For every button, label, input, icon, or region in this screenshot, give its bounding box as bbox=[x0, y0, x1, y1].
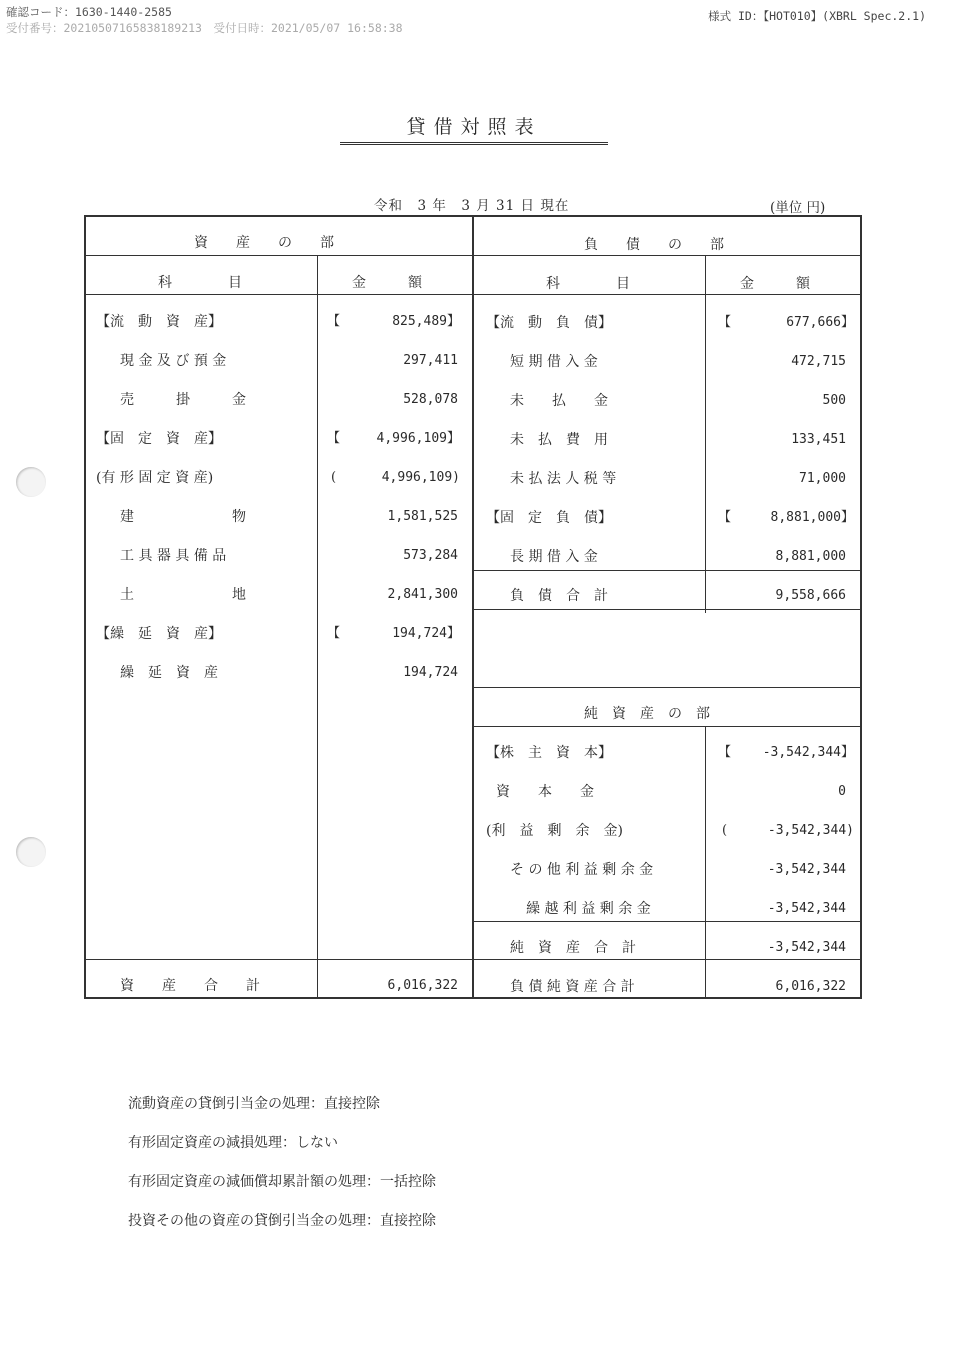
liability-amount: 500 bbox=[822, 393, 846, 408]
asset-label: 土 地 bbox=[120, 587, 246, 603]
note: 投資その他の資産の貸倒引当金の処理：直接控除 bbox=[128, 1213, 436, 1229]
asset-label: 建 物 bbox=[120, 509, 246, 525]
asset-bracket-open: 【 bbox=[327, 626, 341, 641]
assets-item-header: 科 目 bbox=[158, 275, 242, 291]
liability-amount: 472,715 bbox=[791, 354, 846, 369]
grand-total-label: 負 債 純 資 産 合 計 bbox=[510, 979, 635, 995]
note: 有形固定資産の減価償却累計額の処理：一括控除 bbox=[128, 1174, 436, 1190]
liability-bracket-open: 【 bbox=[718, 315, 732, 330]
liability-amount: 8,881,000】 bbox=[770, 510, 854, 525]
net-asset-amount: -3,542,344】 bbox=[762, 745, 854, 760]
accounting-notes bbox=[128, 1093, 436, 1249]
asset-bracket-open: 【 bbox=[327, 431, 341, 446]
net-asset-amount: -3,542,344 bbox=[767, 862, 846, 877]
asset-label: 【固 定 資 産】 bbox=[96, 431, 222, 447]
confirm-code: 確認コード：1630-1440-2585 bbox=[6, 5, 172, 19]
net-assets-total-amount: -3,542,344 bbox=[767, 940, 846, 955]
asset-amount: 825,489】 bbox=[392, 314, 460, 329]
asset-label: 現 金 及 び 預 金 bbox=[120, 353, 227, 369]
asset-amount: 4,996,109】 bbox=[376, 431, 460, 446]
liability-label: 【固 定 負 債】 bbox=[486, 510, 612, 526]
punch-hole bbox=[16, 837, 46, 867]
liability-label: 【流 動 負 債】 bbox=[486, 315, 612, 331]
net-asset-amount: 0 bbox=[838, 784, 846, 799]
liabilities-total-label: 負 債 合 計 bbox=[510, 588, 608, 604]
date-line: 令和 3 年 3 月 31 日 現在 bbox=[374, 198, 570, 214]
asset-bracket-open: ( bbox=[331, 470, 337, 485]
liability-bracket-open: 【 bbox=[718, 510, 732, 525]
grand-total-amount: 6,016,322 bbox=[775, 979, 846, 994]
receipt-info: 受付番号：20210507165838189213 受付日時：2021/05/07 16:58:38 bbox=[6, 21, 403, 35]
liability-label: 長 期 借 入 金 bbox=[510, 549, 598, 565]
net-asset-bracket-open: ( bbox=[722, 823, 728, 838]
asset-amount: 2,841,300 bbox=[387, 587, 458, 602]
assets-amount-header: 金 額 bbox=[352, 275, 422, 291]
asset-label: 工 具 器 具 備 品 bbox=[120, 548, 227, 564]
asset-amount: 297,411 bbox=[403, 353, 458, 368]
net-asset-amount: -3,542,344 bbox=[767, 901, 846, 916]
net-assets-section-header: 純 資 産 の 部 bbox=[584, 706, 710, 722]
note: 流動資産の貸倒引当金の処理：直接控除 bbox=[128, 1096, 380, 1112]
page-title: 貸借対照表 bbox=[340, 112, 608, 145]
net-asset-label: (利 益 剰 余 金) bbox=[486, 823, 623, 839]
assets-section-header: 資 産 の 部 bbox=[194, 235, 334, 251]
liability-amount: 8,881,000 bbox=[775, 549, 846, 564]
liabilities-item-header: 科 目 bbox=[546, 276, 630, 292]
asset-label: 【繰 延 資 産】 bbox=[96, 626, 222, 642]
liabilities-amount-header: 金 額 bbox=[740, 276, 810, 292]
asset-label: (有 形 固 定 資 産) bbox=[96, 470, 214, 486]
liability-label: 未 払 法 人 税 等 bbox=[510, 471, 617, 487]
asset-label: 【流 動 資 産】 bbox=[96, 314, 222, 330]
liability-amount: 677,666】 bbox=[786, 315, 854, 330]
liability-label: 未 払 金 bbox=[510, 393, 608, 409]
unit-label: (単位 円) bbox=[770, 200, 826, 216]
asset-amount: 528,078 bbox=[403, 392, 458, 407]
asset-amount: 194,724 bbox=[403, 665, 458, 680]
liability-label: 短 期 借 入 金 bbox=[510, 354, 598, 370]
net-assets-total-label: 純 資 産 合 計 bbox=[510, 940, 636, 956]
asset-bracket-open: 【 bbox=[327, 314, 341, 329]
net-asset-bracket-open: 【 bbox=[718, 745, 732, 760]
liability-amount: 71,000 bbox=[799, 471, 846, 486]
net-asset-label: 繰 越 利 益 剰 余 金 bbox=[526, 901, 651, 917]
asset-label: 繰 延 資 産 bbox=[120, 665, 218, 681]
asset-amount: 194,724】 bbox=[392, 626, 460, 641]
liability-amount: 133,451 bbox=[791, 432, 846, 447]
net-asset-label: そ の 他 利 益 剰 余 金 bbox=[510, 862, 654, 878]
liabilities-section-header: 負 債 の 部 bbox=[584, 237, 724, 253]
net-asset-label: 資 本 金 bbox=[496, 784, 594, 800]
asset-label: 売 掛 金 bbox=[120, 392, 246, 408]
assets-total-label: 資 産 合 計 bbox=[120, 978, 260, 994]
form-id: 様式 ID：【HOT010】(XBRL Spec.2.1) bbox=[708, 9, 926, 23]
liabilities-total-amount: 9,558,666 bbox=[775, 588, 846, 603]
note: 有形固定資産の減損処理：しない bbox=[128, 1135, 338, 1151]
asset-amount: 1,581,525 bbox=[387, 509, 458, 524]
liability-label: 未 払 費 用 bbox=[510, 432, 608, 448]
assets-total-amount: 6,016,322 bbox=[387, 978, 458, 993]
net-asset-label: 【株 主 資 本】 bbox=[486, 745, 612, 761]
net-asset-amount: -3,542,344) bbox=[767, 823, 854, 838]
asset-amount: 4,996,109) bbox=[381, 470, 460, 485]
asset-amount: 573,284 bbox=[403, 548, 458, 563]
punch-hole bbox=[16, 467, 46, 497]
header-left bbox=[6, 4, 403, 36]
balance-sheet-table bbox=[84, 215, 862, 999]
